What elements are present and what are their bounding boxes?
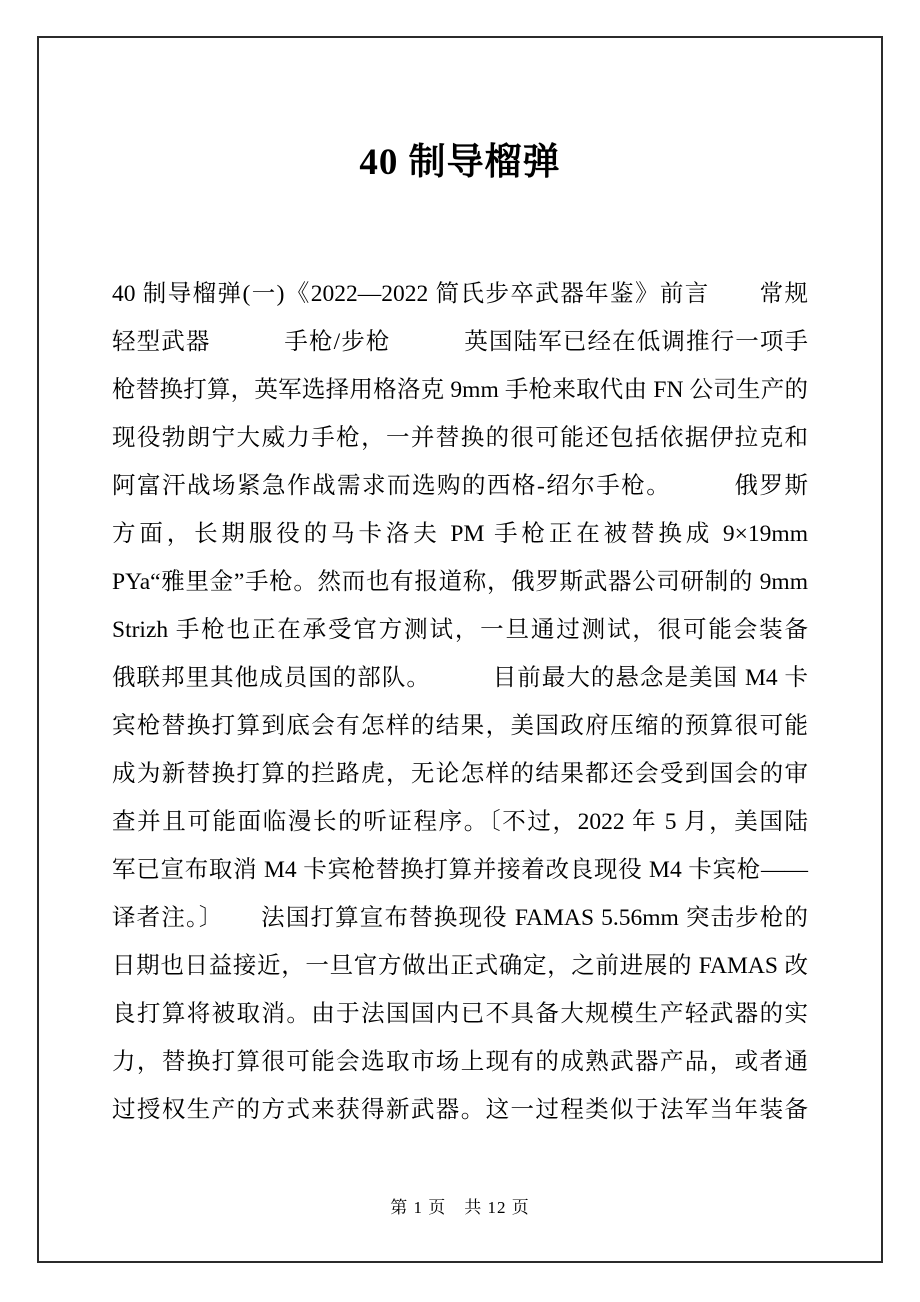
body-text-line: 成为新替换打算的拦路虎，无论怎样的结果都还会受到国会的审 xyxy=(112,761,808,787)
body-text-line: 军已宣布取消 M4 卡宾枪替换打算并接着改良现役 M4 卡宾枪—— xyxy=(112,857,808,883)
body-text-line: 方面，长期服役的马卡洛夫 PM 手枪正在被替换成 9×19mm xyxy=(112,521,808,547)
body-text-line: 译者注。〕 法国打算宣布替换现役 FAMAS 5.56mm 突击步枪的 xyxy=(112,905,808,931)
body-text-line: 力，替换打算很可能会选取市场上现有的成熟武器产品，或者通 xyxy=(112,1049,808,1075)
body-text-line: 枪替换打算，英军选择用格洛克 9mm 手枪来取代由 FN 公司生产的 xyxy=(112,377,808,403)
document-title: 40 制导榴弹 xyxy=(359,142,561,183)
body-text-line: 俄联邦里其他成员国的部队。 目前最大的悬念是美国 M4 卡 xyxy=(112,665,808,691)
body-paragraph xyxy=(112,270,808,1134)
body-text-line: 现役勃朗宁大威力手枪，一并替换的很可能还包括依据伊拉克和 xyxy=(112,425,808,451)
body-text-line: 40 制导榴弹(一)《2022—2022 简氏步卒武器年鉴》前言 常规 xyxy=(112,281,808,307)
body-text-line: PYa“雅里金”手枪。然而也有报道称，俄罗斯武器公司研制的 9mm xyxy=(112,569,808,595)
body-text-line: 查并且可能面临漫长的听证程序。〔不过，2022 年 5 月，美国陆 xyxy=(112,809,808,835)
body-text-line: 日期也日益接近，一旦官方做出正式确定，之前进展的 FAMAS 改 xyxy=(112,953,808,979)
body-text-line: 宾枪替换打算到底会有怎样的结果，美国政府压缩的预算很可能 xyxy=(112,713,808,739)
page-footer: 第 1 页 共 12 页 xyxy=(390,1198,530,1217)
body-text-line: 轻型武器 手枪/步枪 英国陆军已经在低调推行一项手 xyxy=(112,329,808,355)
body-text-line: Strizh 手枪也正在承受官方测试，一旦通过测试，很可能会装备 xyxy=(112,617,808,643)
body-text-line: 过授权生产的方式来获得新武器。这一过程类似于法军当年装备 xyxy=(112,1097,808,1123)
body-text-line: 阿富汗战场紧急作战需求而选购的西格-绍尔手枪。 俄罗斯 xyxy=(112,473,808,499)
body-text-line: 良打算将被取消。由于法国国内已不具备大规模生产轻武器的实 xyxy=(112,1001,808,1027)
